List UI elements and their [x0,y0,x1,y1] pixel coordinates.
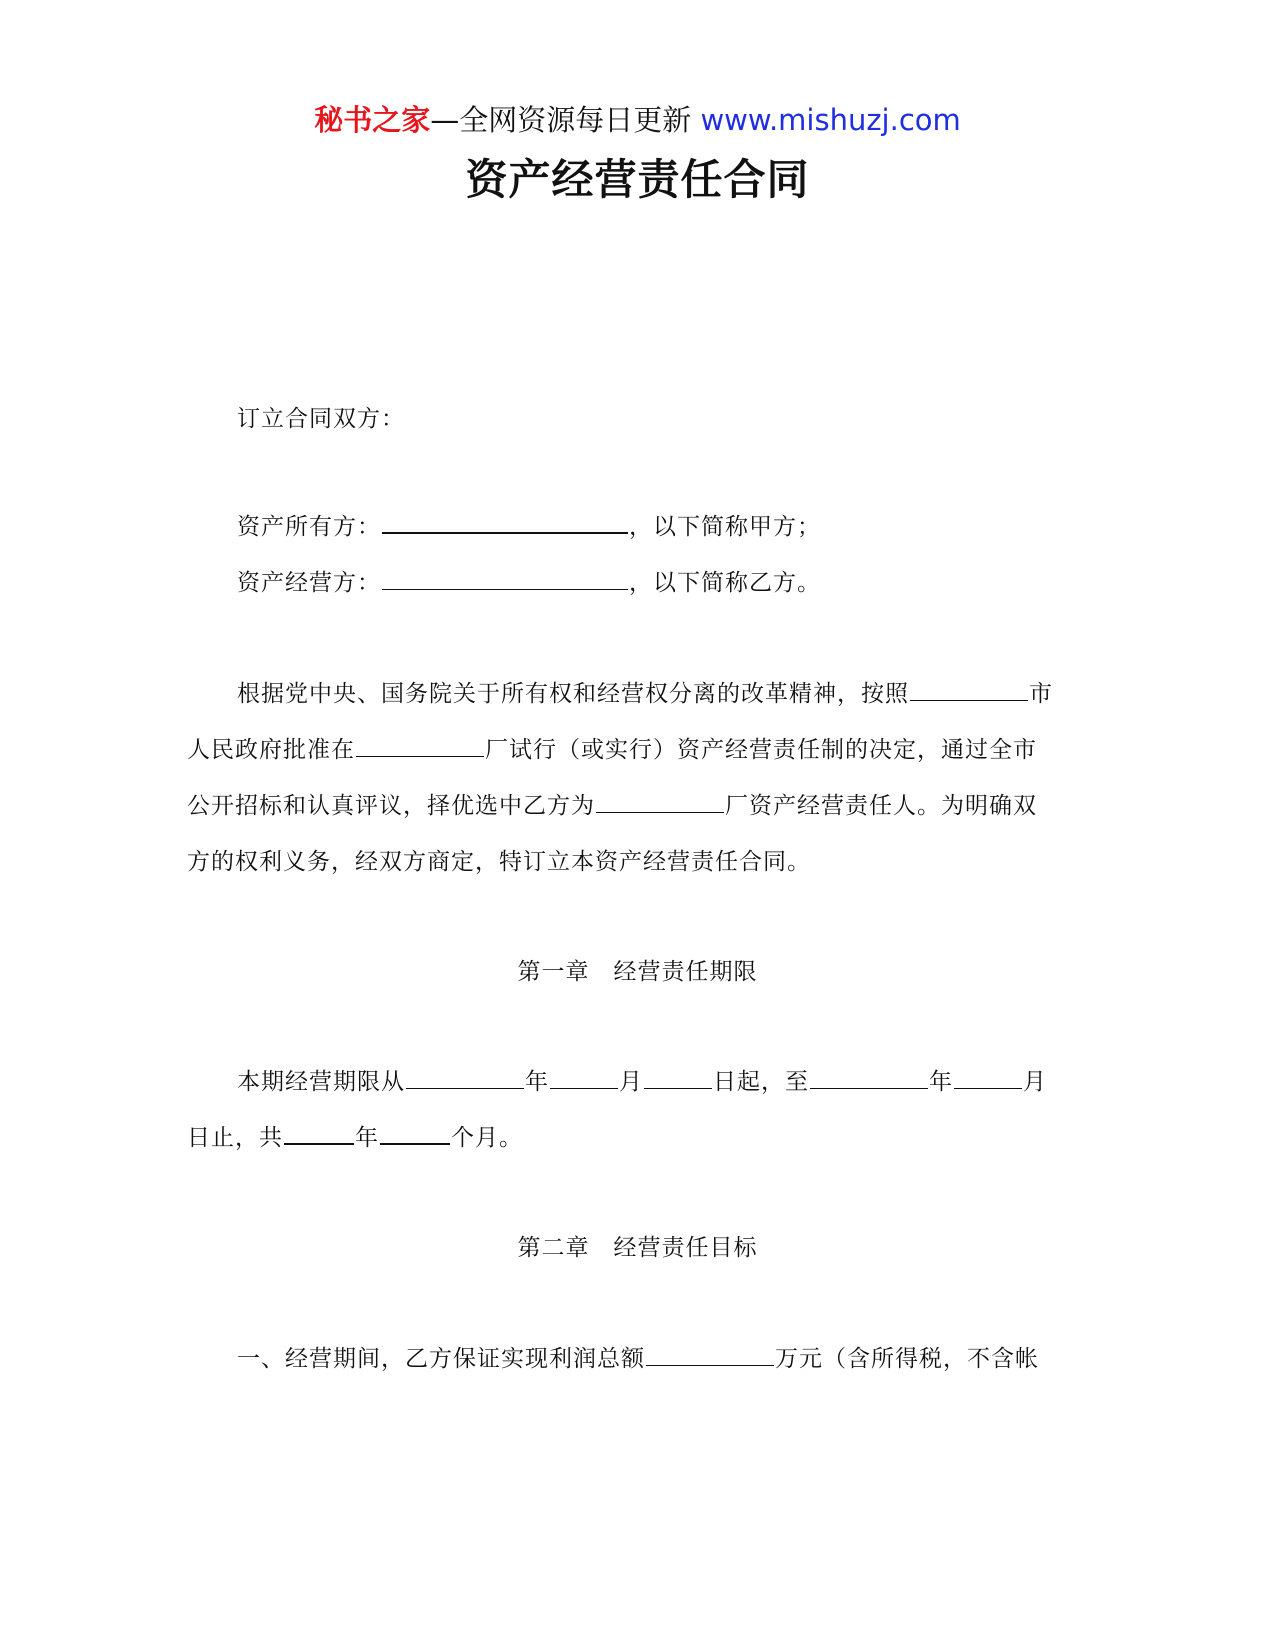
factory-blank [356,755,484,757]
chapter-2-heading: 第二章 经营责任目标 [517,1235,758,1261]
term-text: 日起，至 [713,1069,809,1095]
term-text: 年 [525,1069,549,1095]
site-header [0,100,1275,140]
preamble-text: 公开招标和认真评议，择优选中乙方为 [187,793,595,819]
term-line-2 [187,1121,523,1155]
target-text: 万元（含所得税，不含帐 [775,1346,1039,1372]
preamble-line-4: 方的权利义务，经双方商定，特订立本资产经营责任合同。 [187,849,811,875]
preamble-line-3 [187,789,1037,823]
site-url-link[interactable]: www.mishuzj.com [700,103,961,137]
document-title: 资产经营责任合同 [465,155,810,204]
end-year-blank [810,1087,928,1089]
site-brand: 秘书之家 [314,103,431,137]
total-years-blank [284,1142,354,1145]
start-month-blank [550,1087,618,1089]
site-tagline: —全网资源每日更新 [430,103,692,137]
target-line-1 [237,1342,1039,1376]
operator-party-line [237,566,821,600]
operator-name-blank [382,588,628,590]
preamble-text: 人民政府批准在 [187,737,355,763]
factory-blank-2 [596,811,724,813]
term-text: 个月。 [451,1125,523,1151]
operator-label: 资产经营方： [237,570,381,596]
preamble-text: 市 [1029,681,1053,707]
term-text: 年 [929,1069,953,1095]
owner-label: 资产所有方： [237,514,381,540]
term-text: 年 [355,1125,379,1151]
preamble-text: 厂资产经营责任人。为明确双 [725,793,1037,819]
preamble-text: 厂试行（或实行）资产经营责任制的决定，通过全市 [485,737,1037,763]
operator-suffix: ，以下简称乙方。 [629,570,821,596]
target-text: 一、经营期间，乙方保证实现利润总额 [237,1346,645,1372]
start-year-blank [406,1087,524,1089]
intro-line: 订立合同双方： [237,406,405,432]
term-text: 月 [619,1069,643,1095]
owner-name-blank [382,531,628,534]
preamble-line-2 [187,733,1037,767]
term-text: 月 [1023,1069,1047,1095]
city-blank [910,699,1028,701]
start-day-blank [644,1087,712,1089]
owner-party-line [237,510,821,544]
term-text: 本期经营期限从 [237,1069,405,1095]
chapter-1-heading: 第一章 经营责任期限 [517,959,758,985]
owner-suffix: ，以下简称甲方； [629,514,821,540]
preamble-line-1 [237,677,1053,711]
term-line-1 [237,1065,1047,1099]
profit-amount-blank [646,1364,774,1366]
total-months-blank [380,1142,450,1145]
term-text: 日止，共 [187,1125,283,1151]
end-month-blank [954,1087,1022,1089]
preamble-text: 根据党中央、国务院关于所有权和经营权分离的改革精神，按照 [237,681,909,707]
